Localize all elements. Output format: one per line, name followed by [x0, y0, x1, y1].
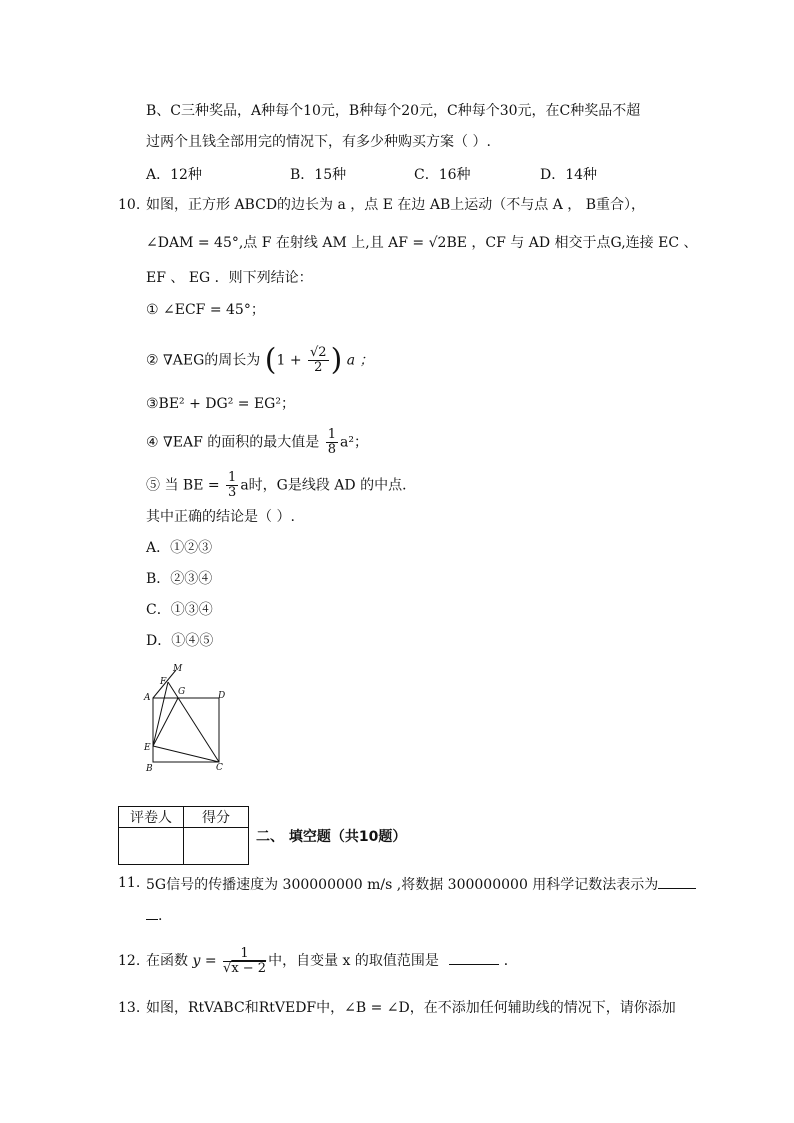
q11-number: 11.: [118, 875, 141, 891]
q11-answer-blank-cont[interactable]: [146, 904, 158, 920]
q12-answer-blank[interactable]: [449, 949, 499, 965]
sqrt2-over-2-fraction: $\frac{√2}{2}$: [310, 345, 327, 375]
q10-prompt: 其中正确的结论是（ ）.: [146, 509, 295, 525]
q13-number: 13.: [118, 1000, 141, 1016]
score-cell[interactable]: [184, 828, 249, 865]
label-g: G: [178, 687, 186, 697]
label-d: D: [218, 691, 226, 701]
q12-line: 在函数 y = $\frac{1}{√x - 2}$ 中，自变量 x 的取值范围是 ．: [146, 945, 518, 976]
grader-header: 评卷人: [119, 807, 184, 828]
q10-statement-4-tail: a²；: [340, 434, 368, 451]
q10-choice-c: C．①③④: [146, 602, 213, 618]
grader-cell[interactable]: [119, 828, 184, 865]
q12-end: ．: [503, 953, 518, 969]
q12-number: 12.: [118, 953, 141, 969]
q10-statement-5-text: ⑤ 当 BE =: [146, 477, 220, 494]
q9-line2: 过两个且钱全部用完的情况下，有多少种购买方案（ ）.: [146, 134, 491, 150]
label-b: B: [146, 764, 153, 774]
segment-eg: [153, 698, 178, 746]
q10-statement-4: [146, 428, 368, 457]
q10-statement-4-text: ④ ∇EAF 的面积的最大值是: [146, 434, 320, 451]
q11-line2: [146, 904, 162, 926]
q10-line3: EF 、 EG ．则下列结论：: [146, 270, 313, 286]
q10-line1: 如图，正方形 ABCD的边长为 a ，点 E 在边 AB上运动（不与点 A ， B重合），: [146, 197, 646, 213]
segment-ef: [153, 682, 168, 746]
q10-choice-a: A．①②③: [146, 540, 213, 556]
q10-choice-d: D．①④⑤: [146, 633, 214, 649]
segment-fc: [168, 682, 219, 762]
q11-line1: [146, 873, 696, 895]
one-eighth-fraction: $\frac{1}{8}$: [327, 427, 337, 457]
q10-statement-1: ① ∠ECF = 45°；: [146, 302, 265, 318]
square-abcd: [153, 698, 219, 762]
q11-text: 5G信号的传播速度为 300000000 m/s ,将数据 300000000 用科学记数法表示为: [146, 877, 659, 893]
section-title: 二、 填空题（共10题）: [256, 829, 407, 845]
score-header: 得分: [184, 807, 249, 828]
square-geometry-figure: [140, 660, 235, 776]
label-m: M: [173, 664, 183, 674]
q10-statement-3: ③BE² + DG² = EG²；: [146, 396, 295, 412]
q9-choice-b: B．15种: [290, 167, 347, 183]
q9-choice-a: A．12种: [146, 167, 202, 183]
q13-line1: 如图，RtVABC和RtVEDF中，∠B = ∠D，在不添加任何辅助线的情况下，请你添加: [146, 1000, 676, 1016]
q10-choice-b: B．②③④: [146, 571, 213, 587]
q12-prefix: 在函数: [146, 953, 188, 969]
label-c: C: [216, 763, 223, 773]
q10-number: 10.: [118, 197, 141, 213]
label-f: F: [160, 677, 167, 687]
score-table: [118, 806, 249, 865]
one-third-fraction: $\frac{1}{3}$: [228, 470, 237, 500]
label-a: A: [144, 693, 151, 703]
segment-ec: [153, 746, 219, 762]
q9-line1: B、C三种奖品，A种每个10元，B种每个20元，C种每个30元，在C种奖品不超: [146, 103, 641, 119]
q11-end: .: [158, 908, 163, 924]
q11-answer-blank[interactable]: [658, 873, 696, 889]
q12-suffix: 中，自变量 x 的取值范围是: [268, 953, 439, 969]
q9-choice-d: D．14种: [540, 167, 598, 183]
label-e: E: [144, 743, 151, 753]
q10-statement-2-tail: a ；: [346, 352, 374, 369]
q10-statement-5-tail: a时，G是线段 AD 的中点．: [240, 477, 417, 494]
q10-statement-5: [146, 471, 416, 500]
q10-statement-2: ② ∇AEG的周长为 (1 + $\frac{√2}{2}$ ) a ；: [146, 342, 374, 378]
q10-line2: ∠DAM = 45°,点 F 在射线 AM 上,且 AF = √2BE ，CF 与 AD 相交于点G,连接 EC 、: [146, 235, 698, 251]
q9-choice-c: C．16种: [414, 167, 471, 183]
q10-statement-2-text: ② ∇AEG的周长为: [146, 352, 261, 369]
function-fraction: $\frac{1}{√x - 2}$: [223, 945, 267, 976]
